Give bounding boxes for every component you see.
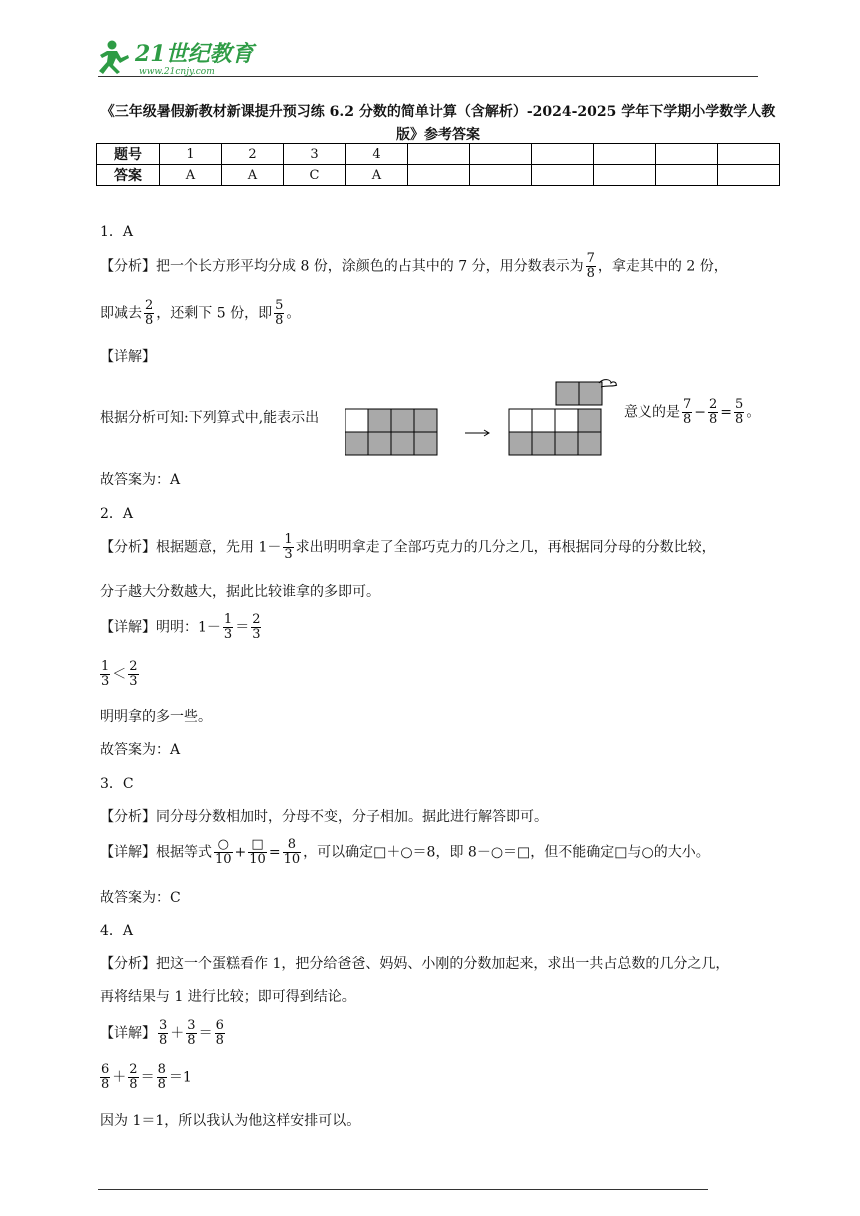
q3-analysis: 【分析】同分母分数相加时，分母不变，分子相加。据此进行解答即可。 bbox=[100, 809, 548, 825]
fraction: $\frac{2}{8}$ bbox=[709, 397, 718, 427]
q1-detail-text: 根据分析可知:下列算式中,能表示出 bbox=[100, 410, 320, 426]
result-rectangle bbox=[509, 409, 601, 455]
q1-equation-line bbox=[624, 398, 760, 427]
q3-conclusion: 故答案为：C bbox=[100, 890, 181, 906]
fraction: $\frac{3}{8}$ bbox=[187, 1018, 196, 1048]
table-cell: A bbox=[346, 165, 408, 186]
fraction: $\frac{2}{8}$ bbox=[129, 1062, 138, 1092]
site-logo bbox=[95, 36, 265, 78]
operator: = bbox=[268, 844, 281, 861]
fraction: $\frac{8}{10}$ bbox=[283, 837, 301, 867]
document-title: 《三年级暑假新教材新课提升预习练 6.2 分数的简单计算（含解析）-2024-2025 学年下学期小学数学人教版》参考答案 bbox=[100, 104, 776, 143]
operator: = bbox=[720, 404, 733, 421]
table-cell bbox=[470, 165, 532, 186]
q2-statement: 明明拿的多一些。 bbox=[100, 709, 212, 725]
q2-detail-text: 【详解】明明：1－ bbox=[100, 619, 221, 636]
operator: ＜ bbox=[112, 666, 127, 683]
q4-analysis-line1: 【分析】把这一个蛋糕看作 1，把分给爸爸、妈妈、小刚的分数加起来，求出一共占总数的几分之几， bbox=[100, 956, 730, 972]
operator: + bbox=[234, 844, 247, 861]
fraction: $\frac{7}{8}$ bbox=[683, 397, 692, 427]
q2-analysis-line1 bbox=[100, 533, 716, 562]
q1-analysis-text: 【分析】把一个长方形平均分成 8 份，涂颜色的占其中的 7 分，用分数表示为 bbox=[100, 258, 584, 275]
fraction: $\frac{2}{8}$ bbox=[145, 298, 154, 328]
fraction: $\frac{8}{8}$ bbox=[157, 1062, 166, 1092]
fraction: $\frac{6}{8}$ bbox=[101, 1062, 110, 1092]
q3-heading: 3．C bbox=[100, 776, 134, 792]
q4-sum-tail: ＝1 bbox=[168, 1069, 192, 1086]
arrow-icon bbox=[465, 430, 489, 436]
q4-detail-text: 【详解】 bbox=[100, 1025, 156, 1042]
operator: ＝ bbox=[198, 1025, 213, 1042]
q1-analysis-text: ，拿走其中的 2 份， bbox=[597, 258, 728, 275]
punctuation: 。 bbox=[746, 404, 761, 421]
table-cell: A bbox=[160, 165, 222, 186]
table-cell bbox=[656, 165, 718, 186]
q2-analysis-text: 【分析】根据题意，先用 1－ bbox=[100, 539, 282, 556]
q2-analysis-line2: 分子越大分数越大，据此比较谁拿的多即可。 bbox=[100, 584, 380, 600]
table-cell: 1 bbox=[160, 144, 222, 165]
fraction: $\frac{2}{3}$ bbox=[129, 659, 138, 689]
q3-detail-text: 【详解】根据等式 bbox=[100, 844, 212, 861]
table-cell: C bbox=[284, 165, 346, 186]
fraction: $\frac{2}{3}$ bbox=[252, 612, 261, 642]
operator: ＋ bbox=[170, 1025, 185, 1042]
fraction: $\frac{6}{8}$ bbox=[215, 1018, 224, 1048]
q1-analysis-text: ，还剩下 5 份，即 bbox=[156, 305, 273, 322]
q3-detail-line bbox=[100, 838, 710, 867]
q2-analysis-text: 求出明明拿走了全部巧克力的几分之几，再根据同分母的分数比较， bbox=[295, 539, 716, 556]
q4-heading: 4．A bbox=[100, 923, 134, 939]
table-cell bbox=[532, 165, 594, 186]
fraction: $\frac{3}{8}$ bbox=[159, 1018, 168, 1048]
fraction: $\frac{5}{8}$ bbox=[735, 397, 744, 427]
table-cell bbox=[718, 144, 780, 165]
fraction: $\frac{7}{8}$ bbox=[586, 251, 595, 281]
q1-detail-label: 【详解】 bbox=[100, 349, 156, 365]
fraction: $\frac{1}{3}$ bbox=[223, 612, 233, 642]
q4-sum-line bbox=[98, 1063, 192, 1092]
table-cell bbox=[718, 165, 780, 186]
table-cell bbox=[532, 144, 594, 165]
q1-analysis-line2 bbox=[100, 299, 300, 328]
table-cell bbox=[656, 144, 718, 165]
q1-rectangle-diagram bbox=[345, 375, 625, 460]
fraction: $\frac{1}{3}$ bbox=[101, 659, 110, 689]
q4-analysis-line2: 再将结果与 1 进行比较；即可得到结论。 bbox=[100, 989, 356, 1005]
fraction: $\frac{○}{10}$ bbox=[215, 837, 232, 867]
answer-table bbox=[96, 143, 780, 186]
runner-icon bbox=[99, 41, 129, 75]
fraction: $\frac{1}{3}$ bbox=[284, 532, 293, 562]
q1-heading: 1．A bbox=[100, 224, 134, 240]
table-row bbox=[97, 144, 780, 165]
table-cell: A bbox=[222, 165, 284, 186]
operator: − bbox=[694, 404, 707, 421]
whole-rectangle bbox=[345, 409, 437, 455]
logo-brand-text: 21世纪教育 bbox=[135, 41, 254, 67]
row-label-answer: 答案 bbox=[97, 165, 160, 186]
fraction: $\frac{□}{10}$ bbox=[249, 837, 266, 867]
removed-parts bbox=[556, 382, 602, 405]
q1-detail-text: 意义的是 bbox=[624, 404, 680, 421]
table-row bbox=[97, 165, 780, 186]
q1-conclusion: 故答案为：A bbox=[100, 472, 181, 488]
table-cell: 4 bbox=[346, 144, 408, 165]
q1-analysis-text: 。 bbox=[286, 305, 301, 322]
operator: ＝ bbox=[140, 1069, 155, 1086]
q2-compare-line bbox=[98, 660, 141, 689]
q2-conclusion: 故答案为：A bbox=[100, 742, 181, 758]
table-cell: 3 bbox=[284, 144, 346, 165]
footer-rule bbox=[98, 1189, 708, 1190]
table-cell: 2 bbox=[222, 144, 284, 165]
fraction: $\frac{5}{8}$ bbox=[275, 298, 284, 328]
table-cell bbox=[470, 144, 532, 165]
q2-detail-line bbox=[100, 613, 263, 642]
q4-detail-line bbox=[100, 1019, 227, 1048]
q4-final: 因为 1＝1，所以我认为他这样安排可以。 bbox=[100, 1113, 361, 1129]
q3-detail-text: ，可以确定□＋○＝8，即 8－○＝□，但不能确定□与○的大小。 bbox=[303, 844, 710, 861]
logo-url-text: www.21cnjy.com bbox=[139, 67, 215, 77]
q2-heading: 2．A bbox=[100, 506, 134, 522]
row-label-number: 题号 bbox=[97, 144, 160, 165]
table-cell bbox=[594, 165, 656, 186]
table-cell bbox=[594, 144, 656, 165]
operator: ＝ bbox=[235, 619, 250, 636]
table-cell bbox=[408, 144, 470, 165]
operator: ＋ bbox=[112, 1069, 127, 1086]
q1-analysis-line1 bbox=[100, 252, 728, 281]
header-rule bbox=[98, 76, 758, 77]
q1-analysis-text: 即减去 bbox=[100, 305, 142, 322]
table-cell bbox=[408, 165, 470, 186]
